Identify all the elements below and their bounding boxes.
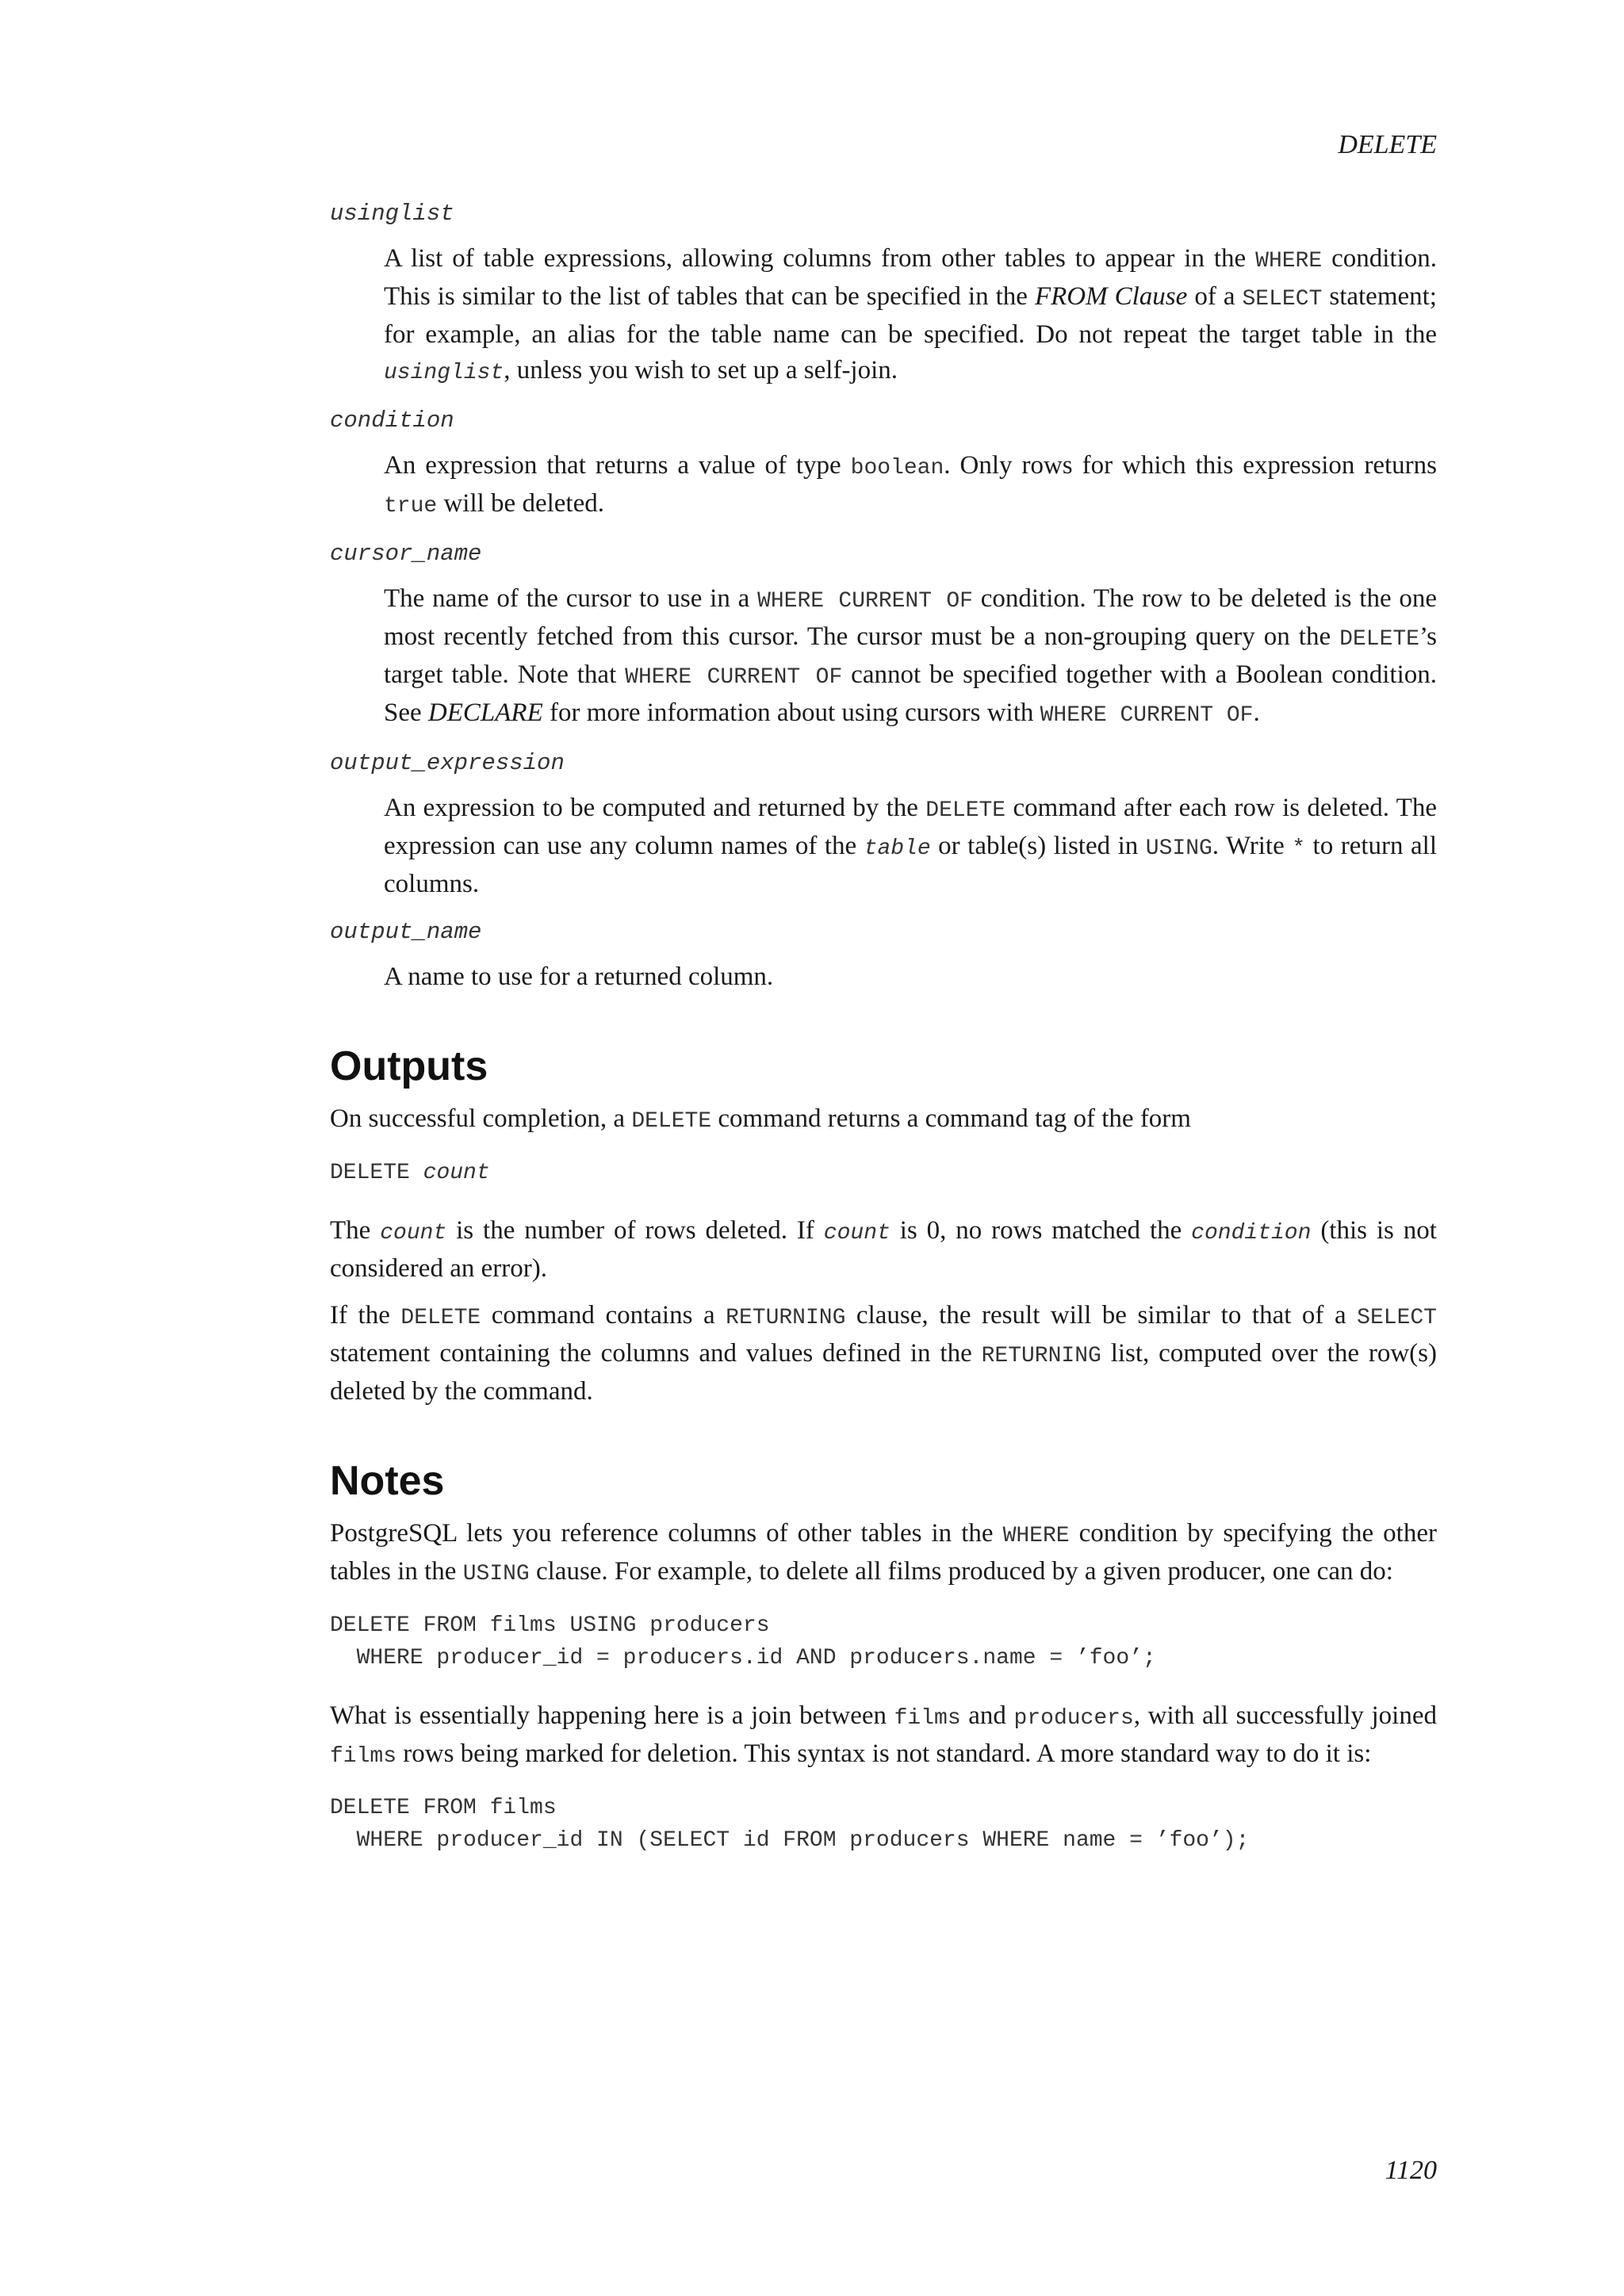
param-term-usinglist: usinglist xyxy=(330,201,454,227)
param-term-output-name: output_name xyxy=(330,919,482,945)
heading-notes: Notes xyxy=(330,1458,445,1504)
param-desc-output-expression: An expression to be computed and returned by the DELETE command after each row is deleted. The expression can use any column names of the table or table(s) listed in USING. Write * to return all columns. xyxy=(384,794,1438,898)
param-desc-usinglist: A list of table expressions, allowing columns from other tables to appear in the WHERE condition. This is similar to the list of tables that can be specified in the FROM Clause of a SELECT statement; for example, an alias for the table name can be specified. Do not repeat the target table in the usinglist, unless you wish to set up a self-join. xyxy=(384,244,1437,385)
outputs-paragraph-3: If the DELETE command contains a RETURNING clause, the result will be similar to that of a SELECT statement containing the columns and values defined in the RETURNING list, computed over the row(s) deleted by the command. xyxy=(330,1301,1437,1406)
param-desc-condition: An expression that returns a value of type boolean. Only rows for which this expression returns true will be deleted. xyxy=(384,451,1437,519)
section-notes xyxy=(330,1457,1437,1857)
outputs-paragraph-1: On successful completion, a DELETE command returns a command tag of the form xyxy=(330,1104,1191,1134)
outputs-paragraph-2: The count is the number of rows deleted. If count is 0, no rows matched the condition (this is not considered an error). xyxy=(330,1216,1437,1283)
notes-paragraph-1: PostgreSQL lets you reference columns of other tables in the WHERE condition by specifying the other tables in the USING clause. For example, to delete all films produced by a given producer, one can do: xyxy=(330,1519,1437,1586)
notes-paragraph-2: What is essentially happening here is a join between films and producers, with all successfully joined films rows being marked for deletion. This syntax is not standard. A more standard way to do it is: xyxy=(330,1701,1437,1769)
link-declare[interactable]: DECLARE xyxy=(427,698,543,727)
heading-outputs: Outputs xyxy=(330,1043,488,1089)
param-term-cursor-name: cursor_name xyxy=(330,541,482,567)
page-content xyxy=(330,195,1437,1881)
param-desc-cursor-name: The name of the cursor to use in a WHERE CURRENT OF condition. The row to be deleted is the one most recently fetched from this cursor. The cursor must be a non-grouping query on the DELETE’s target table. Note that WHERE CURRENT OF cannot be specified together with a Boolean condition. See DECLARE for more information about using cursors with WHERE CURRENT OF. xyxy=(384,584,1438,728)
code-example-subquery: DELETE FROM films WHERE producer_id IN (SELECT id FROM producers WHERE name = ’foo’); xyxy=(330,1796,1250,1853)
section-outputs xyxy=(330,1043,1437,1410)
param-desc-output-name: A name to use for a returned column. xyxy=(384,962,774,991)
page-number: 1120 xyxy=(1385,2156,1437,2185)
command-tag-example: DELETE count xyxy=(330,1161,490,1185)
param-term-condition: condition xyxy=(330,408,454,434)
param-term-output-expression: output_expression xyxy=(330,750,565,776)
code-example-using: DELETE FROM films USING producers WHERE producer_id = producers.id AND producers.name = ’foo’; xyxy=(330,1613,1156,1670)
link-from-clause[interactable]: FROM Clause xyxy=(1034,282,1188,311)
running-header: DELETE xyxy=(1338,130,1437,159)
